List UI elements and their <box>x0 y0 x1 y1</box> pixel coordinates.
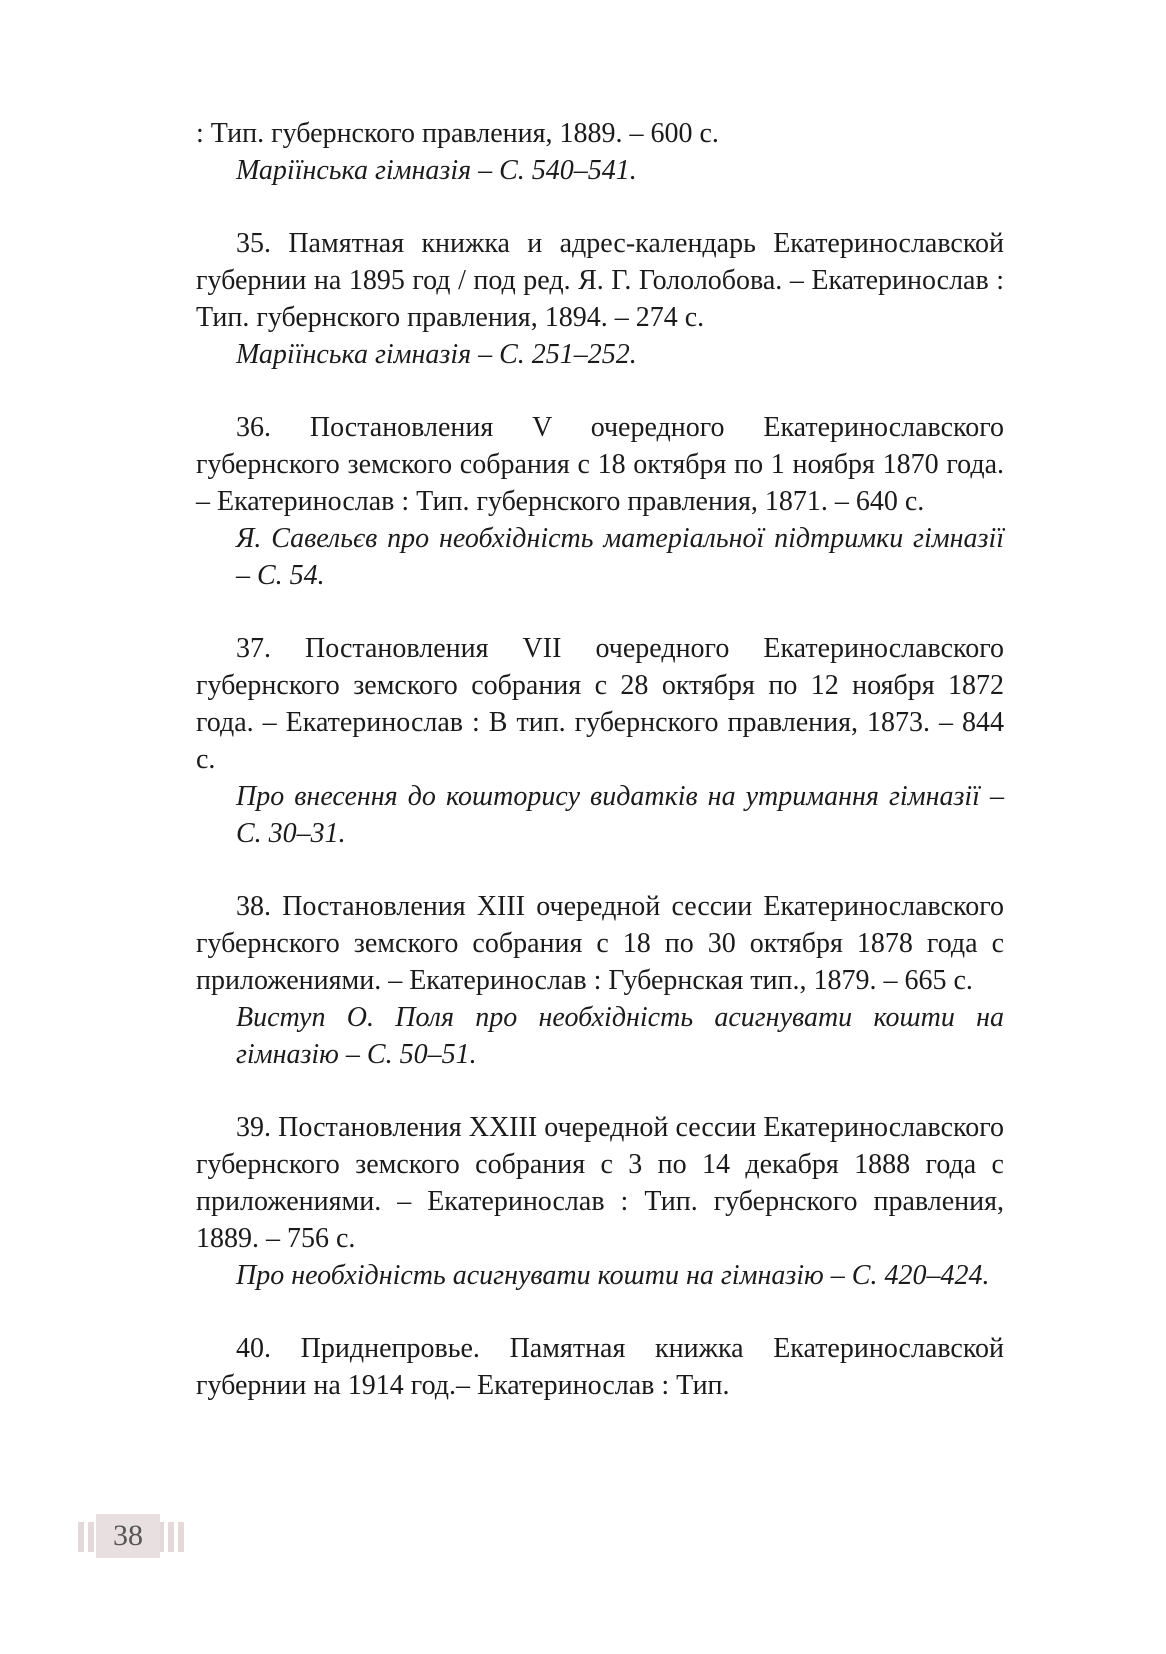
bibliography-entry-39 <box>196 1109 1004 1294</box>
citation: 35. Памятная книжка и адрес-календарь Екатеринославской губернии на 1895 год / под ред. Я. Г. Гололобова. – Екатеринослав : Тип. губернского правления, 1894. – 274 с. <box>196 228 1004 333</box>
citation-continuation: : Тип. губернского правления, 1889. – 600 с. <box>196 118 719 149</box>
citation: 40. Приднепровье. Памятная книжка Екатеринославской губернии на 1914 год.– Екатеринослав : Тип. <box>196 1333 1004 1401</box>
annotation: Виступ О. Поля про необхідність асигнувати кошти на гімназію – С. 50–51. <box>236 1002 1004 1070</box>
annotation: Маріїнська гімназія – С. 251–252. <box>236 339 637 370</box>
citation: 38. Постановления XIII очередной сессии Екатеринославского губернского земского собрания с 18 по 30 октября 1878 года с приложениями. – Екатеринослав : Губернская тип., 1879. – 665 с. <box>196 891 1004 996</box>
annotation: Про необхідність асигнувати кошти на гімназію – С. 420–424. <box>236 1260 990 1291</box>
annotation: Я. Савельєв про необхідність матеріальної підтримки гімназії – С. 54. <box>236 523 1004 591</box>
bibliography-entry-36 <box>196 409 1004 594</box>
citation: 39. Постановления XXIII очередной сессии Екатеринославского губернского земского собрания с 3 по 14 декабря 1888 года с приложениями. – Екатеринослав : Тип. губернского правления, 1889. – 756 с. <box>196 1112 1004 1254</box>
bibliography-entry-38 <box>196 888 1004 1073</box>
page-number-box <box>78 1512 184 1560</box>
annotation: Про внесення до кошторису видатків на утримання гімназії – С. 30–31. <box>236 781 1004 849</box>
citation: 37. Постановления VII очередного Екатеринославского губернского земского собрания с 28 октября по 12 ноября 1872 года. – Екатеринослав : В тип. губернского правления, 1873. – 844 с. <box>196 633 1004 775</box>
page-number: 38 <box>113 1519 143 1552</box>
bibliography-entry-40 <box>196 1330 1004 1404</box>
bibliography-list <box>196 115 1004 1440</box>
bibliography-entry-continued <box>196 115 1004 189</box>
citation: 36. Постановления V очередного Екатеринославского губернского земского собрания с 18 октября по 1 ноября 1870 года. – Екатеринослав : Тип. губернского правления, 1871. – 640 с. <box>196 412 1004 517</box>
bibliography-entry-35 <box>196 225 1004 373</box>
bibliography-entry-37 <box>196 630 1004 852</box>
annotation: Маріїнська гімназія – С. 540–541. <box>236 155 637 186</box>
